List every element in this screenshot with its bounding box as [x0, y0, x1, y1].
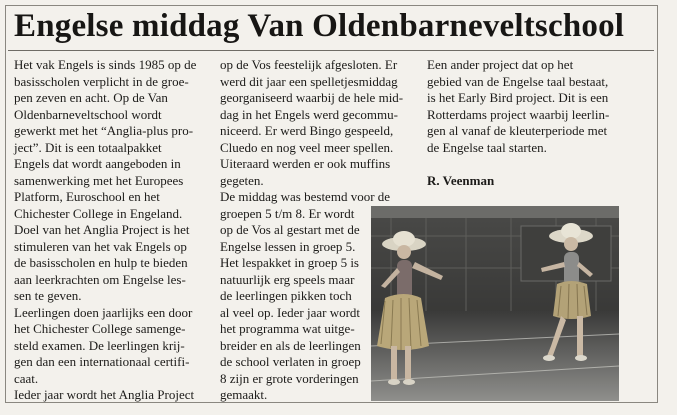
- text-line: Engelse lessen in groep 5.: [220, 238, 356, 254]
- text-line: natuurlijk erg speels maar: [220, 271, 355, 287]
- text-line: Ieder jaar wordt het Anglia Project: [14, 387, 195, 402]
- text-line: Het lespakket in groep 5 is: [220, 255, 359, 270]
- text-line: Een ander project dat op het: [427, 57, 574, 72]
- text-line: breider en als de leerlingen: [220, 337, 361, 353]
- text-line: stimuleren van het vak Engels op: [14, 238, 187, 254]
- text-line: het programma wat uitge-: [220, 321, 355, 336]
- article-headline: Engelse middag Van Oldenbarneveltschool: [14, 8, 625, 44]
- headline-divider: [8, 50, 654, 51]
- article-column-3: [427, 57, 609, 189]
- text-line: ject”. Dit is een totaalpakket: [14, 139, 162, 155]
- author-byline: R. Veenman: [427, 172, 495, 188]
- text-line: 8 zijn er grote vorderingen: [220, 370, 359, 386]
- text-line: werd dit jaar een spelletjesmiddag: [220, 73, 398, 89]
- text-line: georganiseerd waarbij de hele mid-: [220, 90, 404, 105]
- text-line: Rotterdams project waarbij leerlin-: [427, 106, 610, 122]
- text-line: is het Early Bird project. Dit is een: [427, 90, 609, 105]
- text-line: de Engelse taal starten.: [427, 139, 547, 155]
- text-line: niceerd. Er werd Bingo gespeeld,: [220, 123, 394, 138]
- text-line: gen dan een internationaal certifi-: [14, 354, 190, 369]
- text-line: aan leerkrachten om Engelse les-: [14, 271, 186, 287]
- photo-two-girls-dancing-icon: [371, 206, 619, 401]
- text-line: groepen 5 t/m 8. Er wordt: [220, 205, 355, 221]
- article-column-1: [14, 57, 196, 404]
- text-line: op de Vos al gestart met de: [220, 222, 360, 237]
- text-line: basisscholen verplicht in de groe-: [14, 73, 189, 89]
- text-line: het Chichester College samenge-: [14, 321, 186, 336]
- text-line: Doel van het Anglia Project is het: [14, 222, 190, 237]
- article-photo: [371, 206, 619, 401]
- text-line: gen al vanaf de kleuterperiode met: [427, 123, 608, 138]
- text-line: caat.: [14, 370, 39, 386]
- text-line: Leerlingen doen jaarlijks een door: [14, 304, 193, 320]
- text-line: op de Vos feestelijk afgesloten. Er: [220, 57, 398, 72]
- text-line: Het vak Engels is sinds 1985 op de: [14, 57, 197, 72]
- text-line: sen te geven.: [14, 288, 82, 303]
- text-line: de school verlaten in groep: [220, 354, 361, 369]
- text-line: Engels dat wordt aangeboden in: [14, 156, 181, 171]
- text-line: Oldenbarneveltschool wordt: [14, 106, 162, 122]
- text-line: gegeten.: [220, 172, 264, 188]
- text-line: Platform, Euroschool en het: [14, 189, 160, 204]
- text-line: De middag was bestemd voor de: [220, 189, 391, 204]
- text-line: Chichester College in Engeland.: [14, 205, 183, 221]
- text-line: samenwerking met het Europees: [14, 172, 184, 188]
- text-line: de basisscholen en hulp te bieden: [14, 255, 188, 270]
- text-line: Uiteraard werden er ook muffins: [220, 156, 391, 171]
- text-line: dag in het Engels werd gecommu-: [220, 106, 398, 122]
- text-line: gemaakt.: [220, 387, 268, 402]
- text-line: al veel op. Ieder jaar wordt: [220, 304, 361, 320]
- text-line: gewerkt met het “Anglia-plus pro-: [14, 123, 194, 138]
- text-line: gebied van de Engelse taal bestaat,: [427, 73, 609, 89]
- text-line: Cluedo en nog veel meer spellen.: [220, 139, 394, 155]
- text-line: de leerlingen pikken toch: [220, 288, 352, 303]
- text-line: pen zeven en acht. Op de Van: [14, 90, 168, 105]
- text-line: steld examen. De leerlingen krij-: [14, 337, 185, 353]
